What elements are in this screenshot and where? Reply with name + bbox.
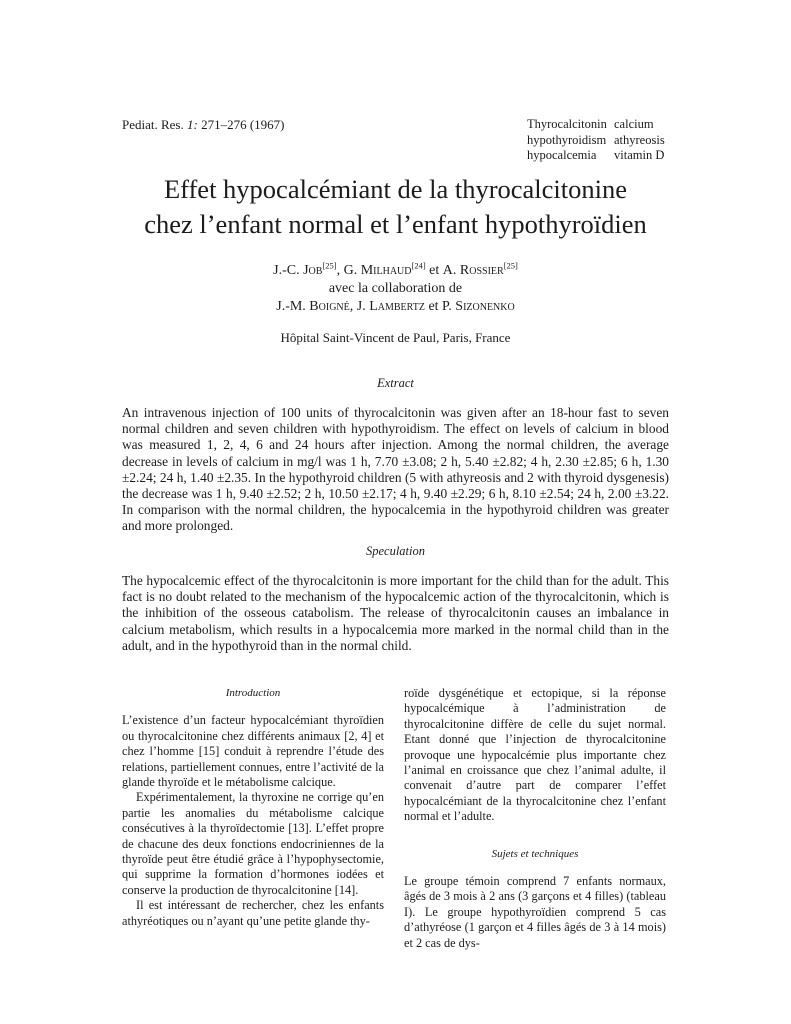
keywords bbox=[527, 117, 665, 164]
keyword: hypocalcemia bbox=[527, 148, 597, 162]
introduction-heading: Introduction bbox=[225, 687, 281, 699]
journal-name: Pediat. Res. bbox=[122, 117, 184, 132]
keyword-row bbox=[527, 133, 665, 149]
author-ref: [25] bbox=[503, 260, 518, 271]
collaborator-name: P. Sizonenko bbox=[442, 299, 515, 314]
volume: 1: bbox=[187, 117, 198, 132]
title-line-1: Effet hypocalcémiant de la thyrocalcitonine bbox=[163, 174, 628, 204]
keyword-row bbox=[527, 117, 665, 133]
keyword: vitamin D bbox=[614, 148, 665, 162]
methods-heading: Sujets et techniques bbox=[491, 847, 579, 860]
keyword: Thyrocalcitonin bbox=[527, 117, 607, 131]
keyword-row bbox=[527, 148, 665, 164]
pages-year: 271–276 (1967) bbox=[201, 117, 285, 132]
speculation-heading: Speculation bbox=[365, 544, 425, 558]
methods-paragraph-1: Le groupe témoin comprend 7 enfants normaux, âgés de 3 mois à 2 ans (3 garçons et 4 filles) (tableau I). Le groupe hypothyroïdien comprend 5 cas d’athyréose (1 garçon et 4 filles âgés de 3 à 14 mois) et 2 cas de dys- bbox=[404, 874, 666, 950]
intro-paragraph-3-continued: roïde dysgénétique et ectopique, si la réponse hypocalcémique à l’administration de thyrocalcitonine diffère de celle du sujet normal. Etant donné que l’injection de thyrocalcitonine provoque une hypocalcémie plus importante chez l’animal en croissance que chez l’animal adulte, il convenait d’autre part de comparer l’effet hypocalcémiant de la thyrocalcitonine chez l’enfant normal et l’adulte. bbox=[404, 686, 666, 824]
intro-paragraph-3: Il est intéressant de rechercher, chez les enfants athyréotiques ou n’ayant qu’une petite glande thy- bbox=[122, 898, 384, 928]
intro-paragraph-2: Expérimentalement, la thyroxine ne corrige qu’en partie les anomalies du métabolisme calcique consécutives à la thyroïdectomie [13]. L’effet propre de chacune des deux fonctions endocriniennes de la thyroïde peut être étudié grâce à l’hypophysectomie, qui supprime la formation d’hormones iodées et conserve la production de thyrocalcitonine [14]. bbox=[122, 790, 384, 897]
left-column bbox=[122, 686, 384, 929]
author-name: J.-C. Job bbox=[273, 263, 323, 278]
keyword: athyreosis bbox=[614, 132, 665, 147]
collaborator-name: J.-M. Boigné bbox=[276, 299, 350, 314]
author-name: A. Rossier bbox=[442, 263, 504, 278]
right-column bbox=[404, 686, 666, 951]
author-ref: [24] bbox=[411, 260, 426, 271]
keyword: calcium bbox=[614, 117, 654, 131]
author-ref: [25] bbox=[322, 260, 337, 271]
author-name: G. Milhaud bbox=[343, 263, 412, 278]
paper-title bbox=[0, 172, 791, 242]
author-block bbox=[0, 262, 791, 316]
collaborators-line: J.-M. Boigné, J. Lambertz et P. Sizonenko bbox=[276, 299, 515, 314]
extract-text: An intravenous injection of 100 units of thyrocalcitonin was given after an 18-hour fast to seven normal children and seven children with hypothyroidism. The effect on levels of calcium in blood was measured 1, 2, 4, 6 and 24 hours after injection. Among the normal children, the average decrease in levels of calcium in mg/l was 1 h, 7.70 ±3.08; 2 h, 5.40 ±2.82; 4 h, 2.30 ±2.85; 6 h, 1.30 ±2.24; 24 h, 1.40 ±2.35. In the hypothyroid children (5 with athyreosis and 2 with thyroid dysgenesis) the decrease was 1 h, 9.40 ±2.52; 2 h, 10.50 ±2.17; 4 h, 9.40 ±2.29; 6 h, 8.10 ±2.54; 24 h, 2.00 ±3.22. In comparison with the normal children, the hypocalcemia in the hypothyroid children was greater and more prolonged. bbox=[122, 405, 669, 534]
collaborator-name: J. Lambertz bbox=[356, 299, 425, 314]
keyword: hypothyroidism bbox=[527, 132, 607, 147]
intro-paragraph-1: L’existence d’un facteur hypocalcémiant thyroïdien ou thyrocalcitonine chez différents animaux [2, 4] et chez l’homme [15] conduit à reprendre l’étude des relations, partiellement connues, entre l’activité de la glande thyroïde et le métabolisme calcique. bbox=[122, 713, 384, 790]
extract-heading: Extract bbox=[377, 376, 414, 390]
title-line-2: chez l’enfant normal et l’enfant hypothyroïdien bbox=[144, 209, 647, 239]
collaboration-intro: avec la collaboration de bbox=[328, 281, 463, 296]
speculation-text: The hypocalcemic effect of the thyrocalcitonin is more important for the child than for the adult. This fact is no doubt related to the mechanism of the hypocalcemic action of the thyrocalcitonin, which is the inhibition of the osseous catabolism. The release of thyrocalcitonin causes an imbalance in calcium metabolism, which results in a hypocalcemia more marked in the normal child than in the adult, and in the hypothyroid than in the normal child. bbox=[122, 573, 669, 653]
authors-line: J.-C. Job[25], G. Milhaud[24] et A. Rossier[25] bbox=[273, 260, 518, 278]
affiliation: Hôpital Saint-Vincent de Paul, Paris, France bbox=[280, 330, 511, 345]
citation bbox=[122, 117, 285, 133]
